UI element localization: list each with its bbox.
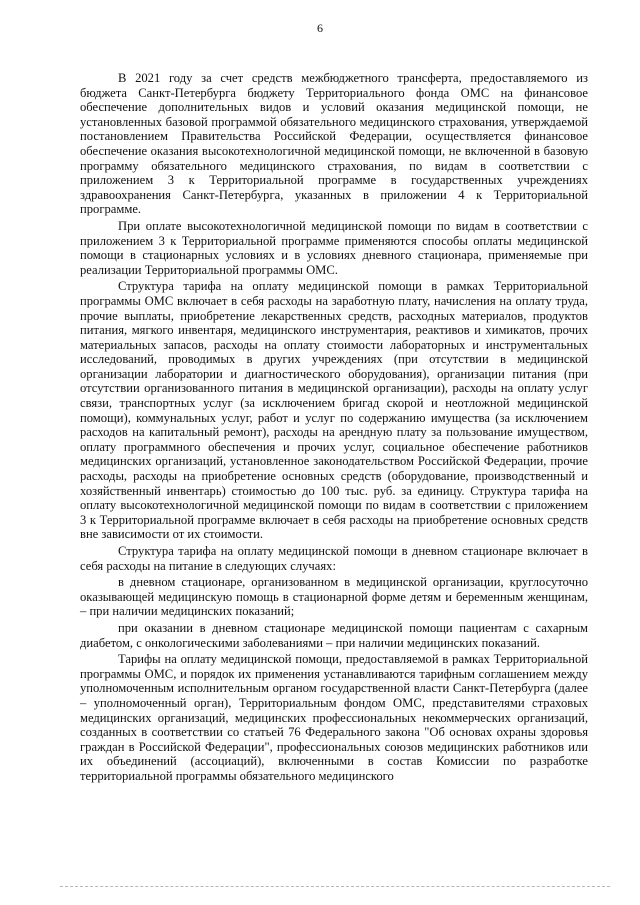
paragraph-case-diabetes-oncology: при оказании в дневном стационаре медицинской помощи пациентам с сахарным диабетом, с онкологическими заболеваниями – при наличии медицинских показаний. xyxy=(80,620,588,650)
paragraph-case-children-pregnant: в дневном стационаре, организованном в медицинской организации, круглосуточно оказывающей медицинскую помощь в стационарной форме детям и беременным женщинам, – при наличии медицинских показаний; xyxy=(80,575,588,619)
paragraph-payment-methods: При оплате высокотехнологичной медицинской помощи по видам в соответствии с приложением 3 к Территориальной программе применяются способы оплаты медицинской помощи в стационарных условиях и в условиях дневного стационара, применяемые при реализации Территориальной программы ОМС. xyxy=(80,218,588,277)
page-number: 6 xyxy=(317,21,323,35)
scan-bottom-edge xyxy=(60,886,610,887)
paragraph-tariff-agreement: Тарифы на оплату медицинской помощи, предоставляемой в рамках Территориальной программы ОМС, и порядок их применения устанавливаются тарифным соглашением между уполномоченным исполнительным органом государственной власти Санкт-Петербурга (далее – уполномоченный орган), Территориальным фондом ОМС, представителями страховых медицинских организаций, медицинских профессиональных некоммерческих организаций, созданных в соответствии со статьей 76 Федерального закона "Об основах охраны здоровья граждан в Российской Федерации", профессиональных союзов медицинских работников или их объединений (ассоциаций), включенными в состав Комиссии по разработке территориальной программы обязательного медицинского xyxy=(80,652,588,783)
paragraph-tariff-structure: Структура тарифа на оплату медицинской помощи в рамках Территориальной программы ОМС включает в себя расходы на заработную плату, начисления на оплату труда, прочие выплаты, приобретение лекарственных средств, расходных материалов, продуктов питания, мягкого инвентаря, медицинского инструментария, реактивов и химикатов, прочих материальных запасов, расходы на оплату стоимости лабораторных и инструментальных исследований, проводимых в других учреждениях (при отсутствии в медицинской организации лаборатории и диагностического оборудования), организации питания (при отсутствии организованного питания в медицинской организации), расходы на оплату услуг связи, транспортных услуг (за исключением бригад скорой и неотложной медицинской помощи), коммунальных услуг, работ и услуг по содержанию имущества (за исключением расходов на капитальный ремонт), расходы на арендную плату за пользование имуществом, оплату программного обеспечения и прочих услуг, социальное обеспечение работников медицинских организаций, установленное законодательством Российской Федерации, прочие расходы, расходы на приобретение основных средств (оборудование, производственный и хозяйственный инвентарь) стоимостью до 100 тыс. руб. за единицу. Структура тарифа на оплату высокотехнологичной медицинской помощи по видам в соответствии с приложением 3 к Территориальной программе включает в себя расходы на приобретение основных средств вне зависимости от их стоимости. xyxy=(80,279,588,542)
paragraph-interbudget-transfer: В 2021 году за счет средств межбюджетного трансферта, предоставляемого из бюджета Санкт-Петербурга бюджету Территориального фонда ОМС на финансовое обеспечение дополнительных видов и условий оказания медицинской помощи, не установленных базовой программой обязательного медицинского страхования, утверждаемой постановлением Правительства Российской Федерации, осуществляется финансовое обеспечение оказания высокотехнологичной медицинской помощи, не включенной в базовую программу обязательного медицинского страхования, по видам в соответствии с приложением 3 к Территориальной программе в государственных учреждениях здравоохранения Санкт-Петербурга, указанных в приложении 4 к Территориальной программе. xyxy=(80,71,588,217)
document-body xyxy=(80,71,588,786)
paragraph-day-hospital-nutrition: Структура тарифа на оплату медицинской помощи в дневном стационаре включает в себя расходы на питание в следующих случаях: xyxy=(80,544,588,573)
